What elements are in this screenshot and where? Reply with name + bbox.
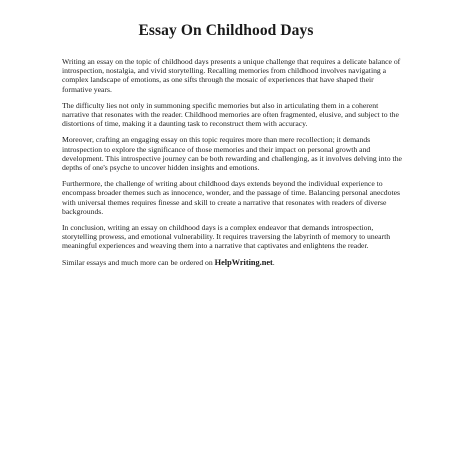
paragraph-conclusion: In conclusion, writing an essay on childhood days is a complex endeavor that demands introspection, storytelling prowess, and emotional vulnerability. It requires traversing the labyrinth of memory to unearth meaningful experiences and weaving them into a narrative that captivates and enlightens the reader. — [62, 223, 391, 251]
closing-prefix: Similar essays and much more can be ordered on — [62, 257, 215, 267]
paragraph-difficulty: The difficulty lies not only in summoning specific memories but also in articulating them in a coherent narrative that resonates with the reader. Childhood memories are often fragmented, elusive, and subject to the distortions of time, making it a daunting task to reconstruct them with accuracy. — [62, 100, 399, 129]
paragraph-furthermore: Furthermore, the challenge of writing about childhood days extends beyond the individual experience to encompass broader themes such as innocence, wonder, and the passage of time. Balancing personal anecdotes with universal themes requires finesse and skill to create a narrative that resonates with readers of diverse backgrounds. — [62, 179, 401, 216]
paragraph-moreover: Moreover, crafting an engaging essay on this topic requires more than mere recollection; it demands introspection to explore the significance of those memories and their impact on personal growth and development. This introspective journey can be both rewarding and challenging, as it involves delving into the depths of one's psyche to uncover hidden insights and emotions. — [62, 135, 402, 173]
document-body — [62, 57, 402, 274]
paragraph-intro: Writing an essay on the topic of childhood days presents a unique challenge that requires a delicate balance of introspection, nostalgia, and vivid storytelling. Recalling memories from childhood involves navigating a complex landscape of emotions, as one sifts through the mosaic of experiences that have shaped their formative years. — [62, 57, 401, 94]
closing-suffix: . — [272, 257, 275, 267]
helpwriting-link[interactable]: HelpWriting.net — [214, 257, 273, 267]
document-title: Essay On Childhood Days — [138, 22, 314, 39]
closing-line — [62, 258, 402, 267]
